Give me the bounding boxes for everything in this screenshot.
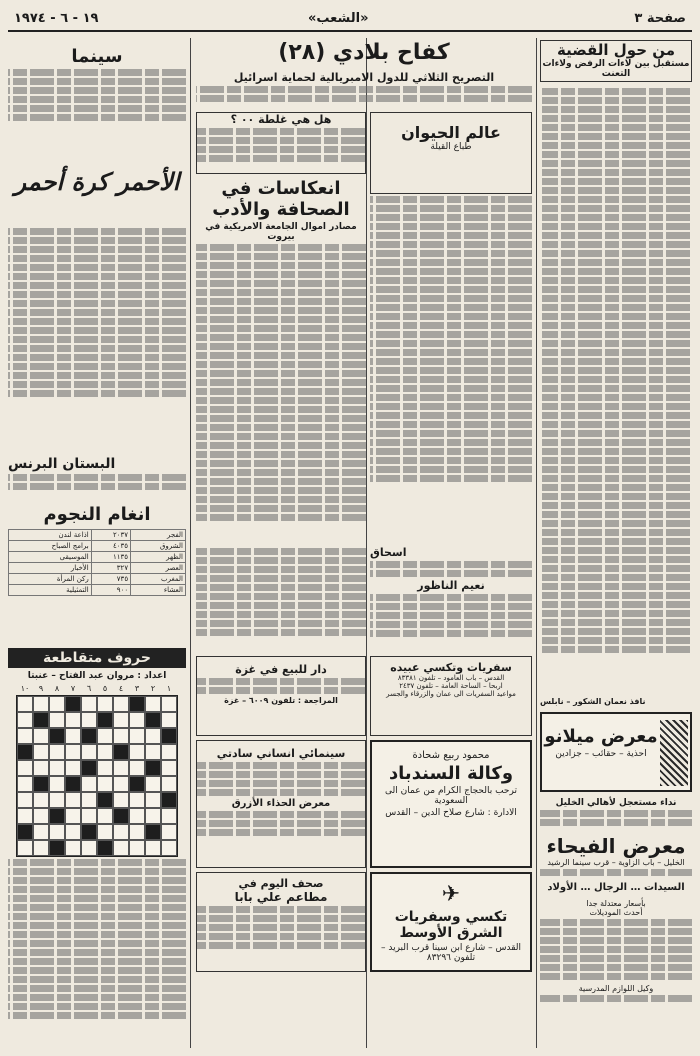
- crossword-digit: ٢: [150, 684, 156, 693]
- schedule-cell: ٤٠٣٥: [91, 541, 130, 552]
- dar-ad: [196, 656, 366, 736]
- crossword-digit: ٨: [54, 684, 60, 693]
- sahafa-title: صحف اليوم في: [238, 877, 324, 890]
- cinema-title: سينمائي انساني سادتي: [216, 747, 346, 760]
- urgent-call-title: نداء مستعجل لأهالي الخليل: [555, 798, 677, 808]
- radio-schedule-table: [8, 529, 186, 596]
- aalam-title: عالم الحيوان: [401, 123, 501, 142]
- aalam-sub: طباع القيلة: [430, 142, 472, 152]
- inikasat-sub: مصادر اموال الجامعة الامريكية في بيروت: [205, 222, 357, 242]
- taxi-title: تكسي وسفريات الشرق الأوسط: [394, 909, 508, 941]
- crossword-digit: ٣: [134, 684, 140, 693]
- taxi-address: القدس – شارع ابن سينا قرب البريد – تلفون ٨٣٢٩٦: [381, 943, 521, 963]
- dar-title: دار للبيع في غزة: [235, 663, 327, 676]
- schedule-cell: ٢٠٣٧: [91, 530, 130, 541]
- travel-title: سفريات وتكسي عبيده: [390, 661, 512, 674]
- headline: كفاح بلادي (٢٨): [278, 40, 450, 65]
- nadhoor-title: نعيم الناظور: [417, 579, 485, 592]
- crossword-grid: [16, 695, 178, 857]
- nadhoor-box: [370, 546, 532, 652]
- crossword-author: اعداد : مروان عبد الفتاح – عنبتا: [27, 671, 167, 681]
- sindbad-title: وكالة السندباد: [388, 763, 514, 784]
- newspaper-name: «الشعب»: [308, 11, 369, 26]
- schedule-cell: ٣٢٧: [91, 563, 130, 574]
- inikasat-article: [196, 178, 366, 542]
- schedule-cell: الموسيقى: [9, 552, 92, 563]
- schedule-cell: التمثيلية: [9, 585, 92, 596]
- crossword-section: [8, 648, 186, 1048]
- column-rule: [190, 38, 191, 1048]
- schedule-cell: ٩٠٠: [91, 585, 130, 596]
- crossword-digit: ١٠: [20, 684, 30, 693]
- crossword-digit: ٩: [38, 684, 44, 693]
- hal-inner: [196, 112, 366, 174]
- fayhaa-item: أحدث الموديلات: [589, 908, 643, 917]
- ahmar-banner: [8, 154, 186, 224]
- center-headline: [196, 40, 532, 110]
- airplane-icon: ✈: [441, 882, 461, 907]
- hal-title: هل هي غلطة ٠٠ ؟: [230, 113, 332, 126]
- inikasat-continued: [196, 546, 366, 652]
- fayhaa-title: معرض الفيحاء: [546, 834, 686, 858]
- column-rule: [536, 38, 537, 1048]
- ahmar-title: الأحمر كرة أحمر: [14, 168, 180, 196]
- milano-title: معرض ميلانو: [544, 726, 658, 747]
- fayhaa-address: الخليل – باب الزاوية – قرب سينما الرشيد: [547, 858, 685, 867]
- fayhaa-item: بأسعار معتدلة جدا: [586, 899, 646, 908]
- sinima-box: [8, 40, 186, 150]
- crossword-digit: ٥: [102, 684, 108, 693]
- milano-ad: [540, 712, 692, 792]
- anghaam-title: انغام النجوم: [43, 504, 151, 525]
- schedule-row: [9, 530, 186, 541]
- schedule-cell: الأخبار: [9, 563, 92, 574]
- bustan-title: البستان البرنس: [8, 456, 116, 472]
- schedule-row: [9, 541, 186, 552]
- subheadline: التصريح الثلاثي للدول الامبريالية لحماية اسرائيل: [233, 71, 495, 84]
- crossword-digit: ٤: [118, 684, 124, 693]
- schedule-cell: العشاء: [131, 585, 186, 596]
- column-rule: [366, 38, 367, 1048]
- travel-line: اربحا – الساحة العامة – تلفون ٢٤٣٧: [399, 682, 503, 690]
- bustan-box: [8, 450, 186, 500]
- crossword-digit: ٧: [70, 684, 76, 693]
- cinema-sub: معرض الحذاء الأزرق: [231, 798, 331, 809]
- sinima-title: سينما: [71, 46, 123, 67]
- schedule-cell: برامج الصباح: [9, 541, 92, 552]
- schedule-cell: ركن المرأة: [9, 574, 92, 585]
- travel-line: القدس – باب العامود – تلفون ٨٣٣٨١: [397, 674, 505, 682]
- sahafa-box: [196, 872, 366, 972]
- article-title-box: [540, 40, 692, 82]
- aalam-box: [370, 112, 532, 194]
- schedule-row: [9, 574, 186, 585]
- crossword-digits: [17, 684, 177, 693]
- taxi-ad: [370, 872, 532, 972]
- milano-subtitle: احذية – حقائب – جزادين: [555, 749, 647, 759]
- hal-box: [196, 112, 366, 174]
- schedule-cell: الشروق: [131, 541, 186, 552]
- schedule-row: [9, 585, 186, 596]
- article-subtitle: مستقبل بين لاءات الرفض ولاءات التعنت: [542, 59, 690, 79]
- dar-contact: المراجعة : تلفون ٦٠٠٩ – غزة: [224, 696, 338, 705]
- schedule-cell: العصر: [131, 563, 186, 574]
- right-column-article: [540, 40, 692, 708]
- cinema-ad: [196, 740, 366, 868]
- inikasat-title: انعكاسات في الصحافة والأدب: [212, 178, 350, 220]
- article-body: [540, 82, 692, 659]
- schedule-cell: ٧٣٥: [91, 574, 130, 585]
- ahmar-article: [8, 226, 186, 446]
- article-author: نافذ نعمان الشكور – نابلس: [540, 697, 646, 706]
- fayhaa-ad: [540, 796, 692, 1048]
- page-header: [8, 8, 692, 32]
- crossword-digit: ٦: [86, 684, 92, 693]
- article-signature: اسحاق: [370, 546, 407, 559]
- schedule-cell: ١١٣٥: [91, 552, 130, 563]
- fayhaa-owner: وكيل اللوازم المدرسية: [578, 984, 654, 993]
- sindbad-line: ترحب بالحجاج الكرام من عمان الى السعودية: [385, 786, 517, 806]
- page-number: صفحة ٣: [634, 11, 686, 26]
- schedule-cell: اذاعة لندن: [9, 530, 92, 541]
- schedule-cell: الفجر: [131, 530, 186, 541]
- issue-date: ١٩ - ٦ - ١٩٧٤: [14, 11, 99, 26]
- travel-line: مواعيد السفريات الى عمان والزرقاء والجسر: [386, 690, 516, 698]
- schedule-cell: المغرب: [131, 574, 186, 585]
- sindbad-address: الادارة : شارع صلاح الدين – القدس: [385, 808, 517, 818]
- schedule-cell: الظهر: [131, 552, 186, 563]
- travel-ad: [370, 656, 532, 736]
- crossword-title: حروف متقاطعة: [8, 648, 186, 668]
- kifah-body: [370, 112, 532, 542]
- schedule-row: [9, 563, 186, 574]
- section-title: من حول القضية: [556, 41, 676, 59]
- fayhaa-item: السيدات … الرجال … الأولاد: [547, 882, 685, 893]
- ad-ornament: [660, 720, 688, 786]
- sahafa-sub: مطاعم علي بابا: [234, 890, 328, 904]
- sindbad-ad: [370, 740, 532, 868]
- schedule-row: [9, 552, 186, 563]
- anghaam-box: [8, 504, 186, 644]
- crossword-digit: ١: [166, 684, 172, 693]
- sindbad-owner: محمود ربيع شحادة: [412, 750, 490, 761]
